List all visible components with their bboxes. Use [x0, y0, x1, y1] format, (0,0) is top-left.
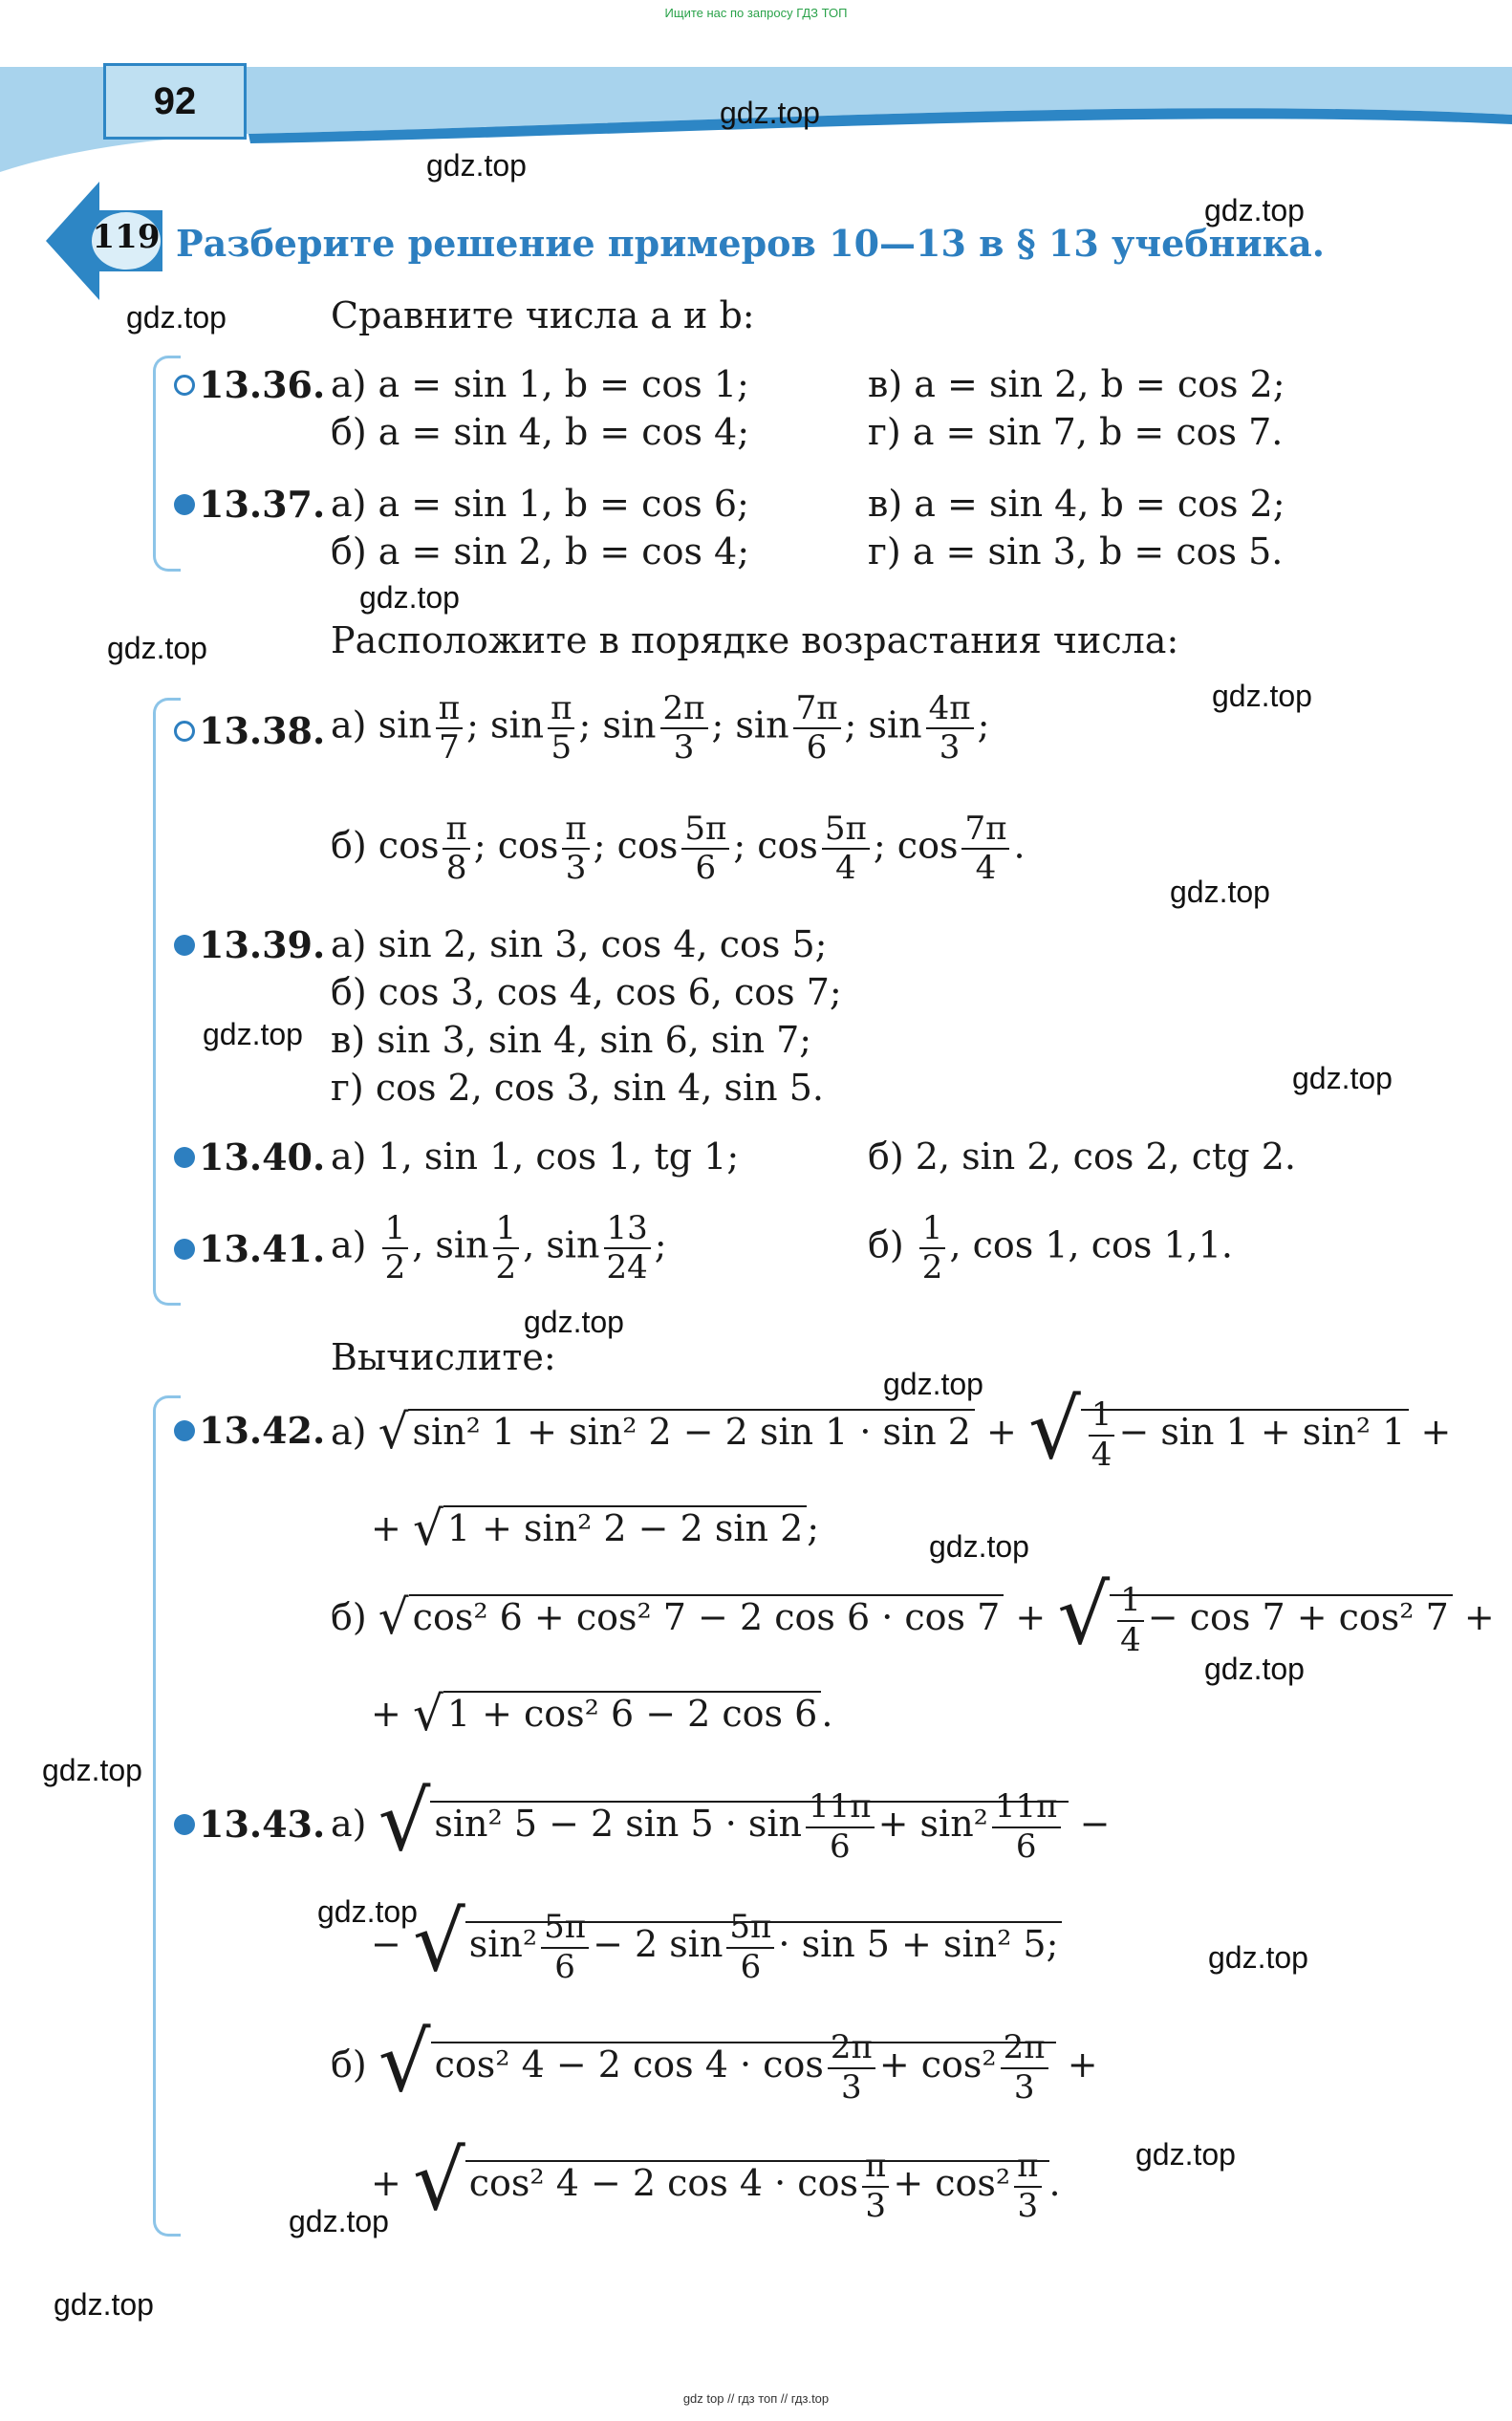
cos-text: cos 1 — [972, 1223, 1069, 1266]
sin-text: sin — [489, 703, 545, 746]
sin-text: sin — [735, 703, 789, 746]
sin-text: sin — [435, 1223, 489, 1266]
problem-part: в) a = sin 2, b = cos 2; — [868, 363, 1285, 405]
fraction-denominator: 3 — [865, 2186, 886, 2225]
radicand-text: − 2 sin — [593, 1923, 724, 1965]
fraction-numerator: 13 — [604, 1210, 651, 1249]
problem-number-text: 13.42. — [199, 1409, 326, 1452]
separator: . — [1013, 824, 1026, 867]
problem-number — [174, 363, 325, 406]
sqrt-icon: √ — [378, 1774, 431, 1870]
fraction — [382, 1210, 409, 1286]
fraction — [926, 690, 974, 767]
heading-compare: Сравните числа a и b: — [331, 294, 755, 336]
heading-compute: Вычислите: — [331, 1336, 556, 1378]
separator: ; — [578, 703, 592, 746]
radicand: 1 + cos² 6 − 2 cos 6 — [443, 1691, 822, 1735]
fraction — [681, 811, 729, 887]
problem-number-text: 13.40. — [199, 1135, 326, 1178]
open-marker-icon — [174, 375, 195, 396]
sqrt-icon: √ — [412, 1686, 443, 1741]
problem-part — [371, 1894, 1062, 1990]
fraction-numerator: π — [1014, 2148, 1041, 2187]
fraction — [822, 811, 870, 887]
sqrt-icon: √ — [1027, 1382, 1081, 1478]
problem-part — [371, 1501, 819, 1556]
operator: + — [371, 2162, 401, 2204]
separator: ; — [844, 703, 857, 746]
fraction-denominator: 6 — [1015, 1827, 1037, 1866]
problem-number — [174, 1135, 325, 1178]
fraction-denominator: 2 — [384, 1248, 406, 1287]
fraction-denominator: 24 — [606, 1248, 648, 1287]
sqrt-icon: √ — [412, 1894, 465, 1990]
sqrt-icon: √ — [1057, 1567, 1111, 1663]
fraction — [660, 690, 708, 767]
watermark: gdz.top — [42, 1753, 142, 1787]
fraction-denominator: 6 — [695, 849, 717, 888]
problem-part — [331, 1382, 1451, 1478]
part-label: б) — [331, 824, 367, 867]
fraction — [436, 690, 463, 767]
fraction-denominator: 3 — [841, 2067, 862, 2107]
problem-part: г) a = sin 7, b = cos 7. — [868, 411, 1284, 453]
separator: ; — [733, 824, 746, 867]
separator: ; — [873, 824, 886, 867]
fraction-denominator: 3 — [1017, 2186, 1039, 2225]
top-ad-text: Ищите нас по запросу ГДЗ ТОП — [664, 6, 848, 20]
heading-order: Расположите в порядке возрастания числа: — [331, 619, 1179, 661]
problem-part: б) a = sin 4, b = cos 4; — [331, 411, 750, 453]
watermark: gdz.top — [359, 580, 460, 615]
problem-number-text: 13.37. — [199, 483, 326, 526]
fraction-numerator: 2π — [660, 690, 708, 729]
fraction-numerator: 5π — [681, 811, 729, 850]
operator: + — [1463, 1596, 1495, 1638]
fraction-numerator: 5π — [541, 1909, 589, 1948]
fraction — [1117, 1582, 1144, 1658]
radicand — [430, 1787, 1068, 1866]
watermark: gdz.top — [929, 1529, 1029, 1564]
fraction-denominator: 3 — [565, 849, 587, 888]
fraction-numerator: 1 — [1117, 1582, 1144, 1621]
radicand-text: − cos 7 + cos² 7 — [1147, 1596, 1449, 1638]
watermark: gdz.top — [1170, 875, 1270, 909]
separator: ; — [593, 824, 606, 867]
watermark: gdz.top — [317, 1894, 418, 1929]
fraction — [443, 811, 469, 887]
fraction-numerator: π — [436, 690, 463, 729]
fraction — [548, 690, 574, 767]
problem-part: в) sin 3, sin 4, sin 6, sin 7; — [331, 1019, 812, 1061]
problem-number — [174, 1409, 325, 1452]
radicand — [1081, 1395, 1410, 1474]
radicand-text: sin² — [468, 1923, 538, 1965]
part-label: а) — [331, 1223, 367, 1266]
separator: , — [949, 1223, 961, 1266]
radicand — [465, 2147, 1049, 2225]
radicand: cos² 6 + cos² 7 − 2 cos 6 · cos 7 — [409, 1594, 1004, 1638]
section-intro: Разберите решение примеров 10—13 в § 13 учебника. — [176, 222, 1325, 265]
separator: . — [1048, 2162, 1061, 2204]
fraction — [793, 690, 841, 767]
fraction-numerator: 1 — [919, 1210, 946, 1249]
cos-text: cos — [757, 824, 818, 867]
fraction — [562, 811, 589, 887]
cos-text: cos — [896, 824, 959, 867]
fraction-denominator: 2 — [495, 1248, 517, 1287]
watermark: gdz.top — [883, 1367, 983, 1401]
problem-number — [174, 483, 325, 526]
problem-part: а) sin 2, sin 3, cos 4, cos 5; — [331, 923, 828, 965]
watermark: gdz.top — [126, 300, 227, 335]
cos-text: cos — [497, 824, 559, 867]
fraction — [493, 1210, 520, 1286]
section-number: 119 — [92, 218, 161, 256]
fraction — [961, 811, 1009, 887]
fraction-denominator: 6 — [554, 1947, 575, 1986]
fraction-denominator: 3 — [673, 728, 695, 767]
open-marker-icon — [174, 721, 195, 742]
separator: , — [523, 1223, 535, 1266]
fraction — [726, 1909, 774, 1985]
radicand: 1 + sin² 2 − 2 sin 2 — [443, 1505, 807, 1549]
fraction — [1014, 2148, 1041, 2224]
problem-part — [371, 1686, 832, 1741]
problem-number-text: 13.38. — [199, 709, 326, 752]
fraction-denominator: 4 — [835, 849, 856, 888]
problem-part: б) 2, sin 2, cos 2, ctg 2. — [868, 1135, 1296, 1178]
problem-number-text: 13.36. — [199, 363, 326, 406]
fraction-numerator: π — [443, 811, 469, 850]
fraction-numerator: 1 — [382, 1210, 409, 1249]
fraction-numerator: 1 — [493, 1210, 520, 1249]
part-label: а) — [331, 1803, 367, 1845]
sqrt-icon: √ — [378, 1589, 409, 1645]
problem-number — [174, 1803, 325, 1846]
separator: ; — [473, 824, 486, 867]
radicand-text: · sin 5 + sin² 5; — [778, 1923, 1059, 1965]
sin-text: sin — [378, 703, 432, 746]
watermark: gdz.top — [54, 2287, 154, 2322]
fraction — [604, 1210, 651, 1286]
fraction-numerator: 7π — [961, 811, 1009, 850]
separator: , — [412, 1223, 424, 1266]
fraction — [1089, 1396, 1115, 1473]
separator: ; — [807, 1507, 820, 1549]
problem-part — [331, 690, 989, 767]
part-label: а) — [331, 703, 367, 746]
cos-text: cos 1,1. — [1091, 1223, 1233, 1266]
fraction-numerator: 4π — [926, 690, 974, 729]
problem-part — [331, 1567, 1495, 1663]
watermark: gdz.top — [1204, 193, 1305, 227]
problem-part: б) a = sin 2, b = cos 4; — [331, 530, 750, 573]
operator: + — [1420, 1411, 1452, 1453]
fraction-numerator: π — [862, 2148, 889, 2187]
fraction-numerator: π — [562, 811, 589, 850]
problem-number — [174, 1227, 325, 1270]
separator: , — [1068, 1223, 1080, 1266]
watermark: gdz.top — [426, 148, 527, 183]
watermark: gdz.top — [720, 96, 820, 130]
sin-text: sin — [546, 1223, 600, 1266]
sin-text: sin — [602, 703, 657, 746]
radicand-text: cos² 4 − 2 cos 4 · cos — [468, 2162, 858, 2204]
fraction-numerator: 11π — [806, 1788, 875, 1827]
radicand-text: sin² 5 − 2 sin 5 · sin — [434, 1803, 803, 1845]
watermark: gdz.top — [1212, 679, 1312, 713]
problem-number — [174, 923, 325, 966]
problem-part: а) 1, sin 1, cos 1, tg 1; — [331, 1135, 740, 1178]
sqrt-icon: √ — [412, 1501, 443, 1556]
fraction-denominator: 5 — [551, 728, 572, 767]
watermark: gdz.top — [524, 1305, 624, 1339]
operator: + — [371, 1693, 401, 1735]
part-label: б) — [331, 2043, 367, 2086]
fraction-numerator: 2π — [1001, 2029, 1048, 2068]
separator: ; — [654, 1223, 667, 1266]
watermark: gdz.top — [107, 631, 207, 665]
fraction — [862, 2148, 889, 2224]
watermark: gdz.top — [1292, 1061, 1393, 1095]
fraction — [806, 1788, 875, 1865]
fraction-numerator: 2π — [828, 2029, 875, 2068]
filled-marker-icon — [174, 494, 195, 515]
separator: ; — [466, 703, 479, 746]
problem-part: а) a = sin 1, b = cos 6; — [331, 483, 749, 525]
filled-marker-icon — [174, 1420, 195, 1441]
radicand-text: − sin 1 + sin² 1 — [1118, 1411, 1406, 1453]
fraction — [992, 1788, 1061, 1865]
fraction-numerator: 5π — [726, 1909, 774, 1948]
radicand — [431, 2028, 1056, 2107]
fraction-numerator: 7π — [793, 690, 841, 729]
operator: + — [1067, 2043, 1098, 2086]
separator: ; — [711, 703, 724, 746]
watermark: gdz.top — [1135, 2137, 1236, 2172]
problem-part: а) a = sin 1, b = cos 1; — [331, 363, 749, 405]
radicand-text: + cos² — [878, 2043, 997, 2086]
separator: ; — [977, 703, 990, 746]
watermark: gdz.top — [289, 2204, 389, 2238]
fraction-denominator: 7 — [439, 728, 460, 767]
problem-number-text: 13.43. — [199, 1803, 326, 1846]
problem-part — [868, 1210, 1233, 1286]
filled-marker-icon — [174, 1814, 195, 1835]
fraction — [541, 1909, 589, 1985]
operator: − — [371, 1923, 401, 1965]
problem-part — [371, 2133, 1061, 2229]
fraction-denominator: 8 — [445, 849, 467, 888]
fraction-denominator: 4 — [1091, 1435, 1112, 1474]
filled-marker-icon — [174, 935, 195, 956]
fraction-denominator: 3 — [1013, 2067, 1035, 2107]
fraction-numerator: 11π — [992, 1788, 1061, 1827]
fraction-denominator: 2 — [921, 1248, 943, 1287]
problem-part: б) cos 3, cos 4, cos 6, cos 7; — [331, 971, 842, 1013]
radicand-text: cos² 4 − 2 cos 4 · cos — [434, 2043, 824, 2086]
problem-part — [331, 2015, 1098, 2110]
fraction-denominator: 6 — [740, 1947, 762, 1986]
problem-part: г) a = sin 3, b = cos 5. — [868, 530, 1284, 573]
fraction-denominator: 6 — [830, 1827, 851, 1866]
problem-part: г) cos 2, cos 3, sin 4, sin 5. — [331, 1067, 824, 1109]
watermark: gdz.top — [203, 1017, 303, 1051]
part-label: б) — [331, 1596, 367, 1638]
part-label: а) — [331, 1411, 367, 1453]
radicand: sin² 1 + sin² 2 − 2 sin 1 · sin 2 — [408, 1409, 975, 1453]
sqrt-icon: √ — [378, 2015, 431, 2110]
problem-part — [331, 1210, 667, 1286]
problem-number — [174, 709, 325, 752]
watermark: gdz.top — [1208, 1940, 1308, 1975]
problem-part: в) a = sin 4, b = cos 2; — [868, 483, 1285, 525]
sin-text: sin — [868, 703, 922, 746]
fraction-numerator: 1 — [1089, 1396, 1115, 1436]
fraction — [828, 2029, 875, 2106]
cos-text: cos — [378, 824, 440, 867]
problem-part — [331, 811, 1026, 887]
fraction-denominator: 3 — [939, 728, 961, 767]
fraction-denominator: 4 — [975, 849, 997, 888]
operator: − — [1079, 1803, 1111, 1845]
fraction-denominator: 4 — [1120, 1620, 1141, 1659]
group-bracket — [153, 698, 181, 1306]
problem-number-text: 13.41. — [199, 1227, 326, 1270]
fraction — [1001, 2029, 1048, 2106]
problem-number-text: 13.39. — [199, 923, 326, 966]
filled-marker-icon — [174, 1147, 195, 1168]
radicand-text: + sin² — [877, 1803, 988, 1845]
fraction-denominator: 6 — [806, 728, 828, 767]
cos-text: cos — [616, 824, 679, 867]
page-number: 92 — [103, 63, 247, 140]
sqrt-icon: √ — [412, 2133, 465, 2229]
operator: + — [1015, 1596, 1047, 1638]
sqrt-icon: √ — [378, 1404, 409, 1459]
footer-text: gdz top // гдз топ // гдз.top — [682, 2391, 830, 2406]
filled-marker-icon — [174, 1239, 195, 1260]
radicand — [1110, 1581, 1453, 1659]
part-label: б) — [868, 1223, 904, 1266]
fraction-numerator: 5π — [822, 811, 870, 850]
problem-part — [331, 1774, 1110, 1870]
radicand-text: + cos² — [893, 2162, 1011, 2204]
operator: + — [371, 1507, 401, 1549]
watermark: gdz.top — [1204, 1652, 1305, 1686]
operator: + — [986, 1411, 1017, 1453]
separator: . — [821, 1693, 833, 1735]
fraction-numerator: π — [548, 690, 574, 729]
fraction — [919, 1210, 946, 1286]
radicand — [465, 1908, 1063, 1986]
